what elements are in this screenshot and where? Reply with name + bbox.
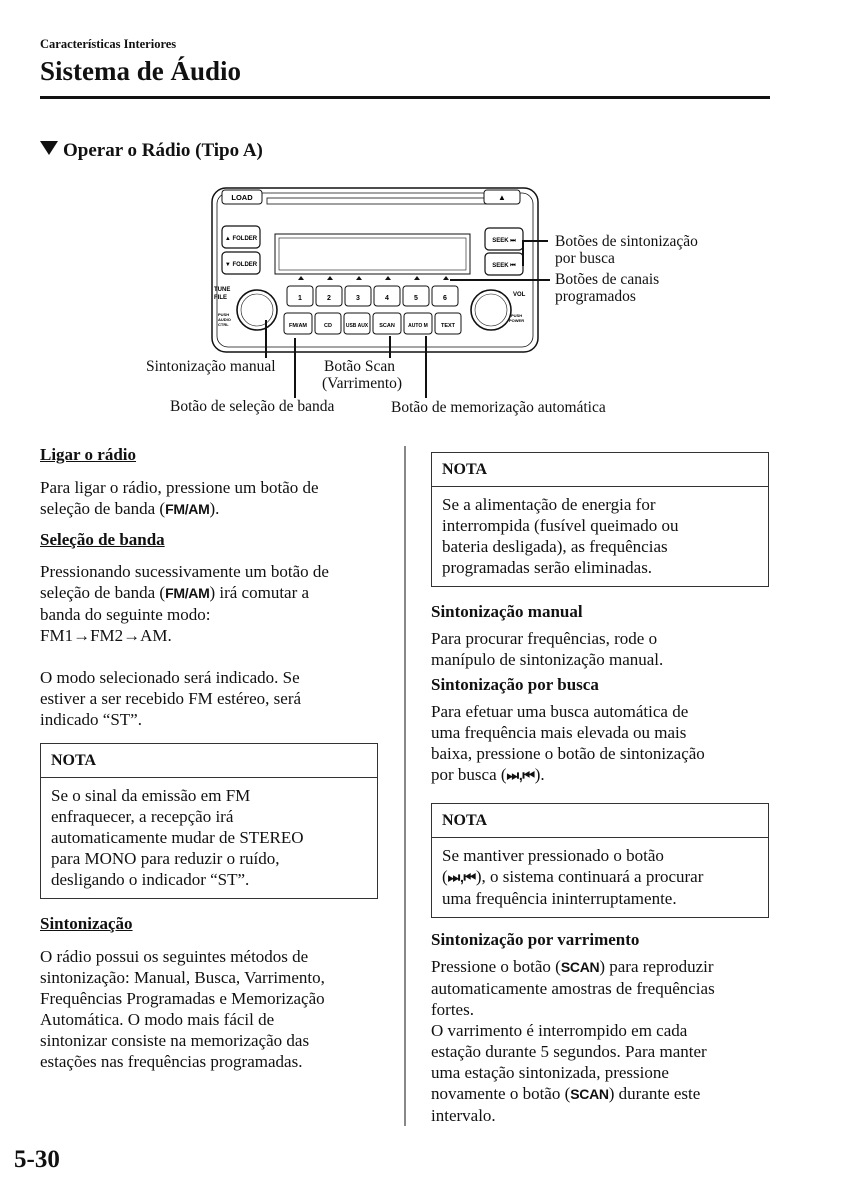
preset-2-label: 2 (327, 295, 331, 302)
callout-manual: Sintonização manual (146, 358, 276, 375)
varrimento-heading: Sintonização por varrimento (431, 930, 640, 949)
busca-heading: Sintonização por busca (431, 675, 599, 694)
selecao-paragraph (40, 561, 385, 646)
ligar-heading: Ligar o rádio (40, 445, 137, 464)
scan-symbol-2: SCAN (570, 1086, 609, 1102)
leader-scan (389, 336, 391, 358)
tune-label: TUNE (214, 287, 231, 293)
callout-seek-1: Botões de sintonização (555, 233, 698, 250)
seek-down-label: SEEK ⏮ (492, 263, 516, 269)
fmam-symbol-2: FM/AM (165, 585, 210, 601)
section-title: Operar o Rádio (Tipo A) (63, 140, 263, 161)
varr-line: fortes. (431, 1000, 474, 1019)
sint-line: sintonização: Manual, Busca, Varrimento, (40, 968, 325, 987)
nota-line: interrompida (fusível queimado ou (442, 516, 679, 535)
sel-line-2: seleção de banda (FM/AM) irá comutar a (40, 583, 310, 602)
audio-label: AUDIO (218, 317, 231, 322)
nota-body (432, 487, 768, 586)
preset-4-label: 4 (385, 295, 389, 302)
eject-icon: ▲ (498, 193, 506, 202)
varr-line: Pressione o botão (SCAN) para reproduzir (431, 957, 714, 976)
callout-preset-2: programados (555, 288, 636, 305)
busca-line: uma frequência mais elevada ou mais (431, 723, 687, 742)
nota-line: programadas serão eliminadas. (442, 558, 653, 577)
callout-seek-2: por busca (555, 250, 615, 267)
leader-automem (425, 336, 427, 398)
nota-line: Se a alimentação de energia for (442, 495, 656, 514)
scan-symbol: SCAN (560, 959, 600, 975)
folder-down-label: ▼ FOLDER (224, 262, 258, 268)
manual-line: Para procurar frequências, rode o (431, 629, 658, 648)
load-button-label: LOAD (231, 193, 253, 202)
left-column (40, 445, 385, 1072)
sint-line: estações nas frequências programadas. (40, 1052, 303, 1071)
seek-icons: ⏭,⏮ (447, 869, 476, 885)
seek-icons: ⏭,⏮ (506, 767, 535, 783)
varrimento-paragraph (431, 956, 771, 1126)
varr-line: automaticamente amostras de frequências (431, 979, 715, 998)
sint-line: Frequências Programadas e Memorização (40, 989, 325, 1008)
busca-line: Para efetuar uma busca automática de (431, 702, 689, 721)
busca-paragraph (431, 701, 771, 786)
sel-line-1: Pressionando sucessivamente um botão de (40, 562, 329, 581)
nota-line: uma frequência ininterruptamente. (442, 889, 677, 908)
vol-label: VOL (513, 292, 526, 298)
modo-line-2: estiver a ser recebido FM estéreo, será (40, 689, 302, 708)
nota-box-power (431, 452, 769, 587)
preset-6-label: 6 (443, 295, 447, 302)
sint-line: Automática. O modo mais fácil de (40, 1010, 275, 1029)
nota-line: desligando o indicador “ST”. (51, 870, 250, 889)
breadcrumb: Características Interiores (40, 37, 177, 51)
leader-seek-bracket (522, 240, 524, 266)
nota-line: Se o sinal da emissão em FM (51, 786, 251, 805)
leader-seek-h (522, 240, 548, 242)
nota-line: Se mantiver pressionado o botão (442, 846, 664, 865)
varr-line: intervalo. (431, 1106, 496, 1125)
triangle-bullet-icon (40, 141, 58, 155)
nota-heading: NOTA (432, 804, 768, 838)
ctrl-label: CTRL (218, 322, 229, 327)
automem-button-label: AUTO M (408, 323, 428, 329)
nota-line: para MONO para reduzir o ruído, (51, 849, 280, 868)
nota-body (432, 838, 768, 917)
manual-line: manípulo de sintonização manual. (431, 650, 664, 669)
varr-line: O varrimento é interrompido em cada (431, 1021, 688, 1040)
nota-box-stereo (40, 743, 378, 899)
volume-knob (471, 290, 511, 330)
page-title: Sistema de Áudio (40, 56, 242, 86)
cd-button-label: CD (324, 323, 332, 329)
folder-up-label: ▲ FOLDER (224, 236, 258, 242)
push-power-label-1: PUSH (511, 313, 523, 318)
text-button-label: TEXT (440, 323, 456, 329)
radio-diagram (200, 182, 550, 362)
leader-band (294, 338, 296, 398)
sintonizacao-paragraph (40, 946, 385, 1072)
nota-line: bateria desligada), as frequências (442, 537, 668, 556)
selecao-heading: Seleção de banda (40, 530, 165, 549)
ligar-line-2: seleção de banda (FM/AM). (40, 499, 220, 518)
varr-line: uma estação sintonizada, pressione (431, 1063, 669, 1082)
preset-5-label: 5 (414, 295, 418, 302)
callout-automem: Botão de memorização automática (391, 399, 606, 416)
callout-band: Botão de seleção de banda (170, 398, 335, 415)
nota-line: (⏭,⏮), o sistema continuará a procurar (442, 867, 704, 886)
nota-line: enfraquecer, a recepção irá (51, 807, 234, 826)
column-divider (404, 446, 406, 1126)
title-rule (40, 96, 770, 99)
push-label: PUSH (218, 312, 230, 317)
ligar-paragraph (40, 477, 385, 520)
varr-line: novamente o botão (SCAN) durante este (431, 1084, 701, 1103)
page-number: 5-30 (14, 1146, 60, 1173)
modo-line-1: O modo selecionado será indicado. Se (40, 668, 300, 687)
modo-paragraph (40, 667, 385, 730)
fmam-symbol: FM/AM (165, 501, 210, 517)
busca-line: baixa, pressione o botão de sintonização (431, 744, 705, 763)
varr-line: estação durante 5 segundos. Para manter (431, 1042, 707, 1061)
nota-line: automaticamente mudar de STEREO (51, 828, 304, 847)
tune-knob (237, 290, 277, 330)
ligar-line-1: Para ligar o rádio, pressione um botão de (40, 478, 319, 497)
modo-line-3: indicado “ST”. (40, 710, 142, 729)
callout-preset-1: Botões de canais (555, 271, 660, 288)
nota-body (41, 778, 377, 898)
scan-button-label: SCAN (379, 323, 395, 329)
right-column (431, 452, 771, 1126)
manual-paragraph (431, 628, 771, 670)
sel-line-3: banda do seguinte modo: (40, 605, 211, 624)
preset-1-label: 1 (298, 295, 302, 302)
fmam-button-label: FM/AM (288, 323, 308, 329)
usb-aux-button-label: USB AUX (345, 323, 369, 329)
sint-line: O rádio possui os seguintes métodos de (40, 947, 309, 966)
leader-manual (265, 320, 267, 358)
manual-heading: Sintonização manual (431, 602, 583, 621)
sel-line-4: FM1→FM2→AM. (40, 626, 172, 645)
sintonizacao-heading: Sintonização (40, 914, 133, 933)
sint-line: sintonizar consiste na memorização das (40, 1031, 310, 1050)
callout-scan-1: Botão Scan (324, 358, 396, 375)
busca-line: por busca (⏭,⏮). (431, 765, 545, 784)
preset-3-label: 3 (356, 295, 360, 302)
nota-heading: NOTA (41, 744, 377, 778)
section-heading (40, 140, 263, 162)
seek-up-label: SEEK ⏭ (492, 238, 516, 244)
file-label: FILE (214, 295, 227, 301)
nota-heading: NOTA (432, 453, 768, 487)
nota-box-seek (431, 803, 769, 918)
push-power-label-2: POWER (509, 318, 525, 323)
leader-preset (450, 279, 550, 281)
callout-scan-2: (Varrimento) (322, 375, 403, 392)
